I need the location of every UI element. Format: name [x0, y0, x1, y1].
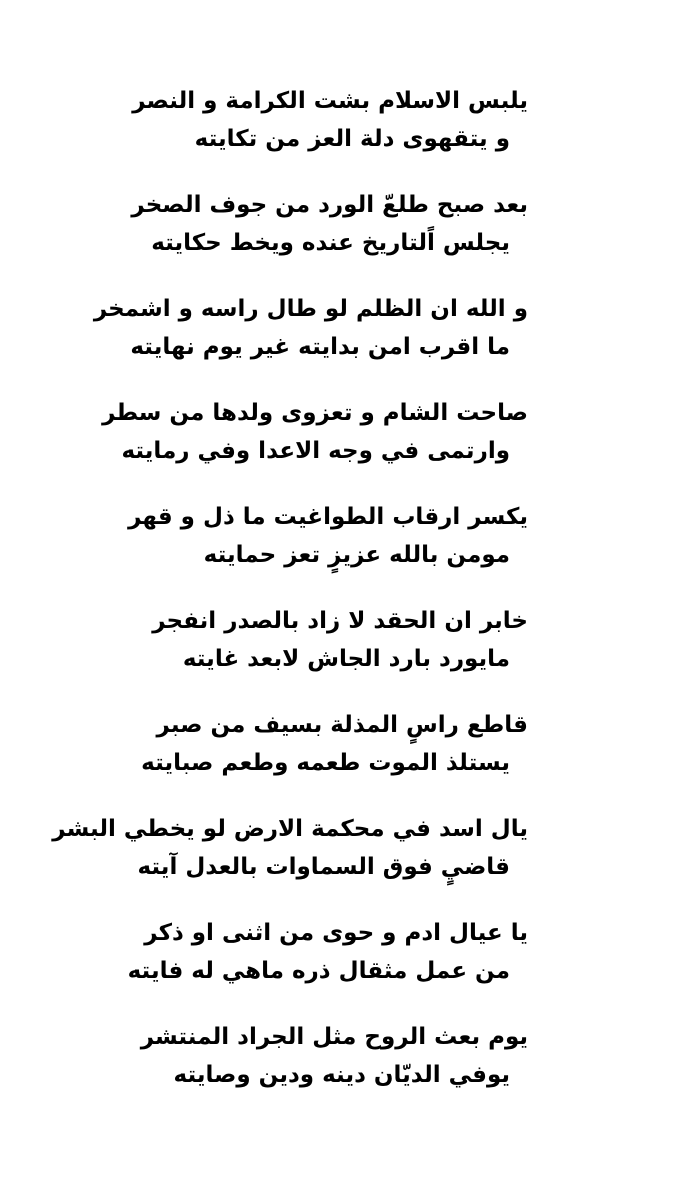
- poem-line: مومن بالله عزيزٍ تعز حمايته: [203, 542, 510, 568]
- poem-line: قاطع راسٍ المذلة بسيف من صبر: [156, 712, 528, 738]
- poem-line: يستلذ الموت طعمه وطعم صبايته: [141, 750, 510, 776]
- stanza: [0, 186, 675, 290]
- stanza: [0, 914, 675, 1018]
- stanza: [0, 394, 675, 498]
- poem-line: يال اسد في محكمة الارض لو يخطي البشر: [52, 816, 528, 842]
- poem-text: [0, 82, 675, 1122]
- stanza: [0, 602, 675, 706]
- poem-line: يوفي الديّان دينه ودين وصايته: [173, 1062, 510, 1088]
- poem-line: قاضيٍ فوق السماوات بالعدل آيته: [137, 854, 510, 880]
- poem-line: و الله ان الظلم لو طال راسه و اشمخر: [93, 296, 528, 322]
- poem-line: يجلس اًلتاريخ عنده ويخط حكايته: [151, 230, 510, 256]
- stanza: [0, 498, 675, 602]
- poem-line: مايورد بارد الجاش لابعد غايته: [182, 646, 510, 672]
- poem-line: و يتقهوى دلة العز من تكايته: [194, 126, 510, 152]
- stanza: [0, 290, 675, 394]
- poem-line: يوم بعث الروح مثل الجراد المنتشر: [140, 1024, 528, 1050]
- stanza: [0, 810, 675, 914]
- poem-line: خابر ان الحقد لا زاد بالصدر انفجر: [152, 608, 528, 634]
- poem-line: من عمل مثقال ذره ماهي له فايته: [127, 958, 510, 984]
- poem-line: صاحت الشام و تعزوى ولدها من سطر: [102, 400, 528, 426]
- poem-line: بعد صبح طلعّ الورد من جوف الصخر: [131, 192, 528, 218]
- stanza: [0, 82, 675, 186]
- poem-line: يا عيال ادم و حوى من اثنى او ذكر: [144, 920, 528, 946]
- stanza: [0, 706, 675, 810]
- stanza: [0, 1018, 675, 1122]
- poem-line: يكسر ارقاب الطواغيت ما ذل و قهر: [128, 504, 528, 530]
- poem-line: يلبس الاسلام بشت الكرامة و النصر: [132, 88, 528, 114]
- poem-line: ما اقرب امن بدايته غير يوم نهايته: [130, 334, 510, 360]
- poem-line: وارتمى في وجه الاعدا وفي رمايته: [121, 438, 510, 464]
